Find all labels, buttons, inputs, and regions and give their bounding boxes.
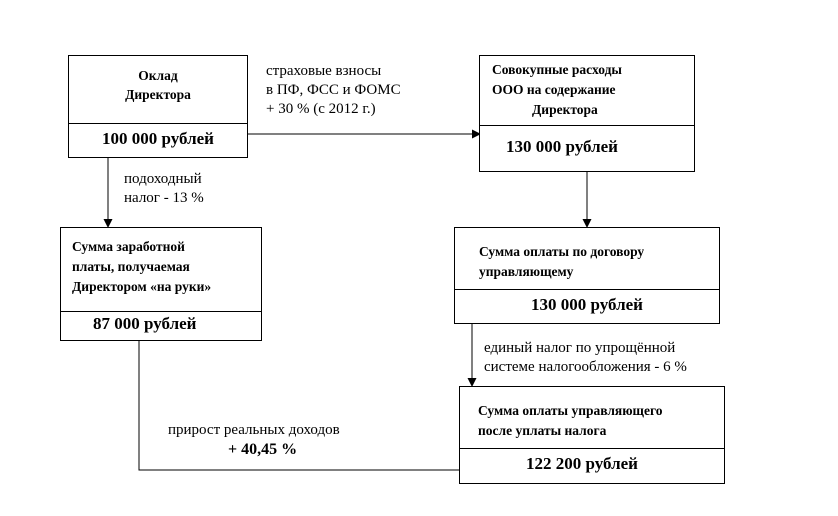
total-expenses-title xyxy=(480,56,694,126)
manager-net-title-line: после уплаты налога xyxy=(478,423,607,438)
net-salary-amount: 87 000 рублей xyxy=(93,314,197,333)
real-income-label-line: прирост реальных доходов xyxy=(168,422,340,438)
director-salary-amount: 100 000 рублей xyxy=(102,129,214,148)
manager-net-title-line: Сумма оплаты управляющего xyxy=(478,403,663,418)
contract-payment-title-line: управляющему xyxy=(479,264,574,279)
director-salary-box xyxy=(68,55,248,158)
total-expenses-box xyxy=(479,55,695,172)
net-salary-title xyxy=(61,228,261,312)
total-expenses-title-line: ООО на содержание xyxy=(492,82,616,97)
income-tax-label-line: налог - 13 % xyxy=(124,190,204,206)
insurance-label-line: страховые взносы xyxy=(266,63,382,79)
net-salary-title-line: платы, получаемая xyxy=(72,259,190,274)
manager-net-box xyxy=(459,386,725,484)
contract-payment-title xyxy=(455,228,719,290)
income-tax-label xyxy=(124,170,204,208)
manager-net-title xyxy=(460,387,724,449)
single-tax-label xyxy=(484,339,687,377)
director-salary-title-line: Оклад xyxy=(138,68,178,83)
insurance-label xyxy=(266,62,401,119)
single-tax-label-line: единый налог по упрощённой xyxy=(484,340,676,356)
income-tax-label-line: подоходный xyxy=(124,171,202,187)
manager-net-amount: 122 200 рублей xyxy=(526,454,638,473)
contract-payment-title-line: Сумма оплаты по договору xyxy=(479,244,645,259)
contract-payment-amount: 130 000 рублей xyxy=(531,295,643,314)
total-expenses-title-line: Совокупные расходы xyxy=(492,62,622,77)
insurance-label-line: в ПФ, ФСС и ФОМС xyxy=(266,82,401,98)
contract-payment-box xyxy=(454,227,720,324)
net-salary-title-line: Директором «на руки» xyxy=(72,279,212,294)
insurance-label-line: + 30 % (с 2012 г.) xyxy=(266,101,376,117)
director-salary-title-line: Директора xyxy=(125,87,191,102)
director-salary-title xyxy=(69,56,247,124)
single-tax-label-line: системе налогообложения - 6 % xyxy=(484,359,687,375)
total-expenses-amount: 130 000 рублей xyxy=(506,137,618,156)
real-income-growth-value: + 40,45 % xyxy=(228,441,298,458)
net-salary-box xyxy=(60,227,262,341)
total-expenses-title-line: Директора xyxy=(532,102,598,117)
real-income-label xyxy=(168,421,340,459)
net-salary-title-line: Сумма заработной xyxy=(72,239,185,254)
